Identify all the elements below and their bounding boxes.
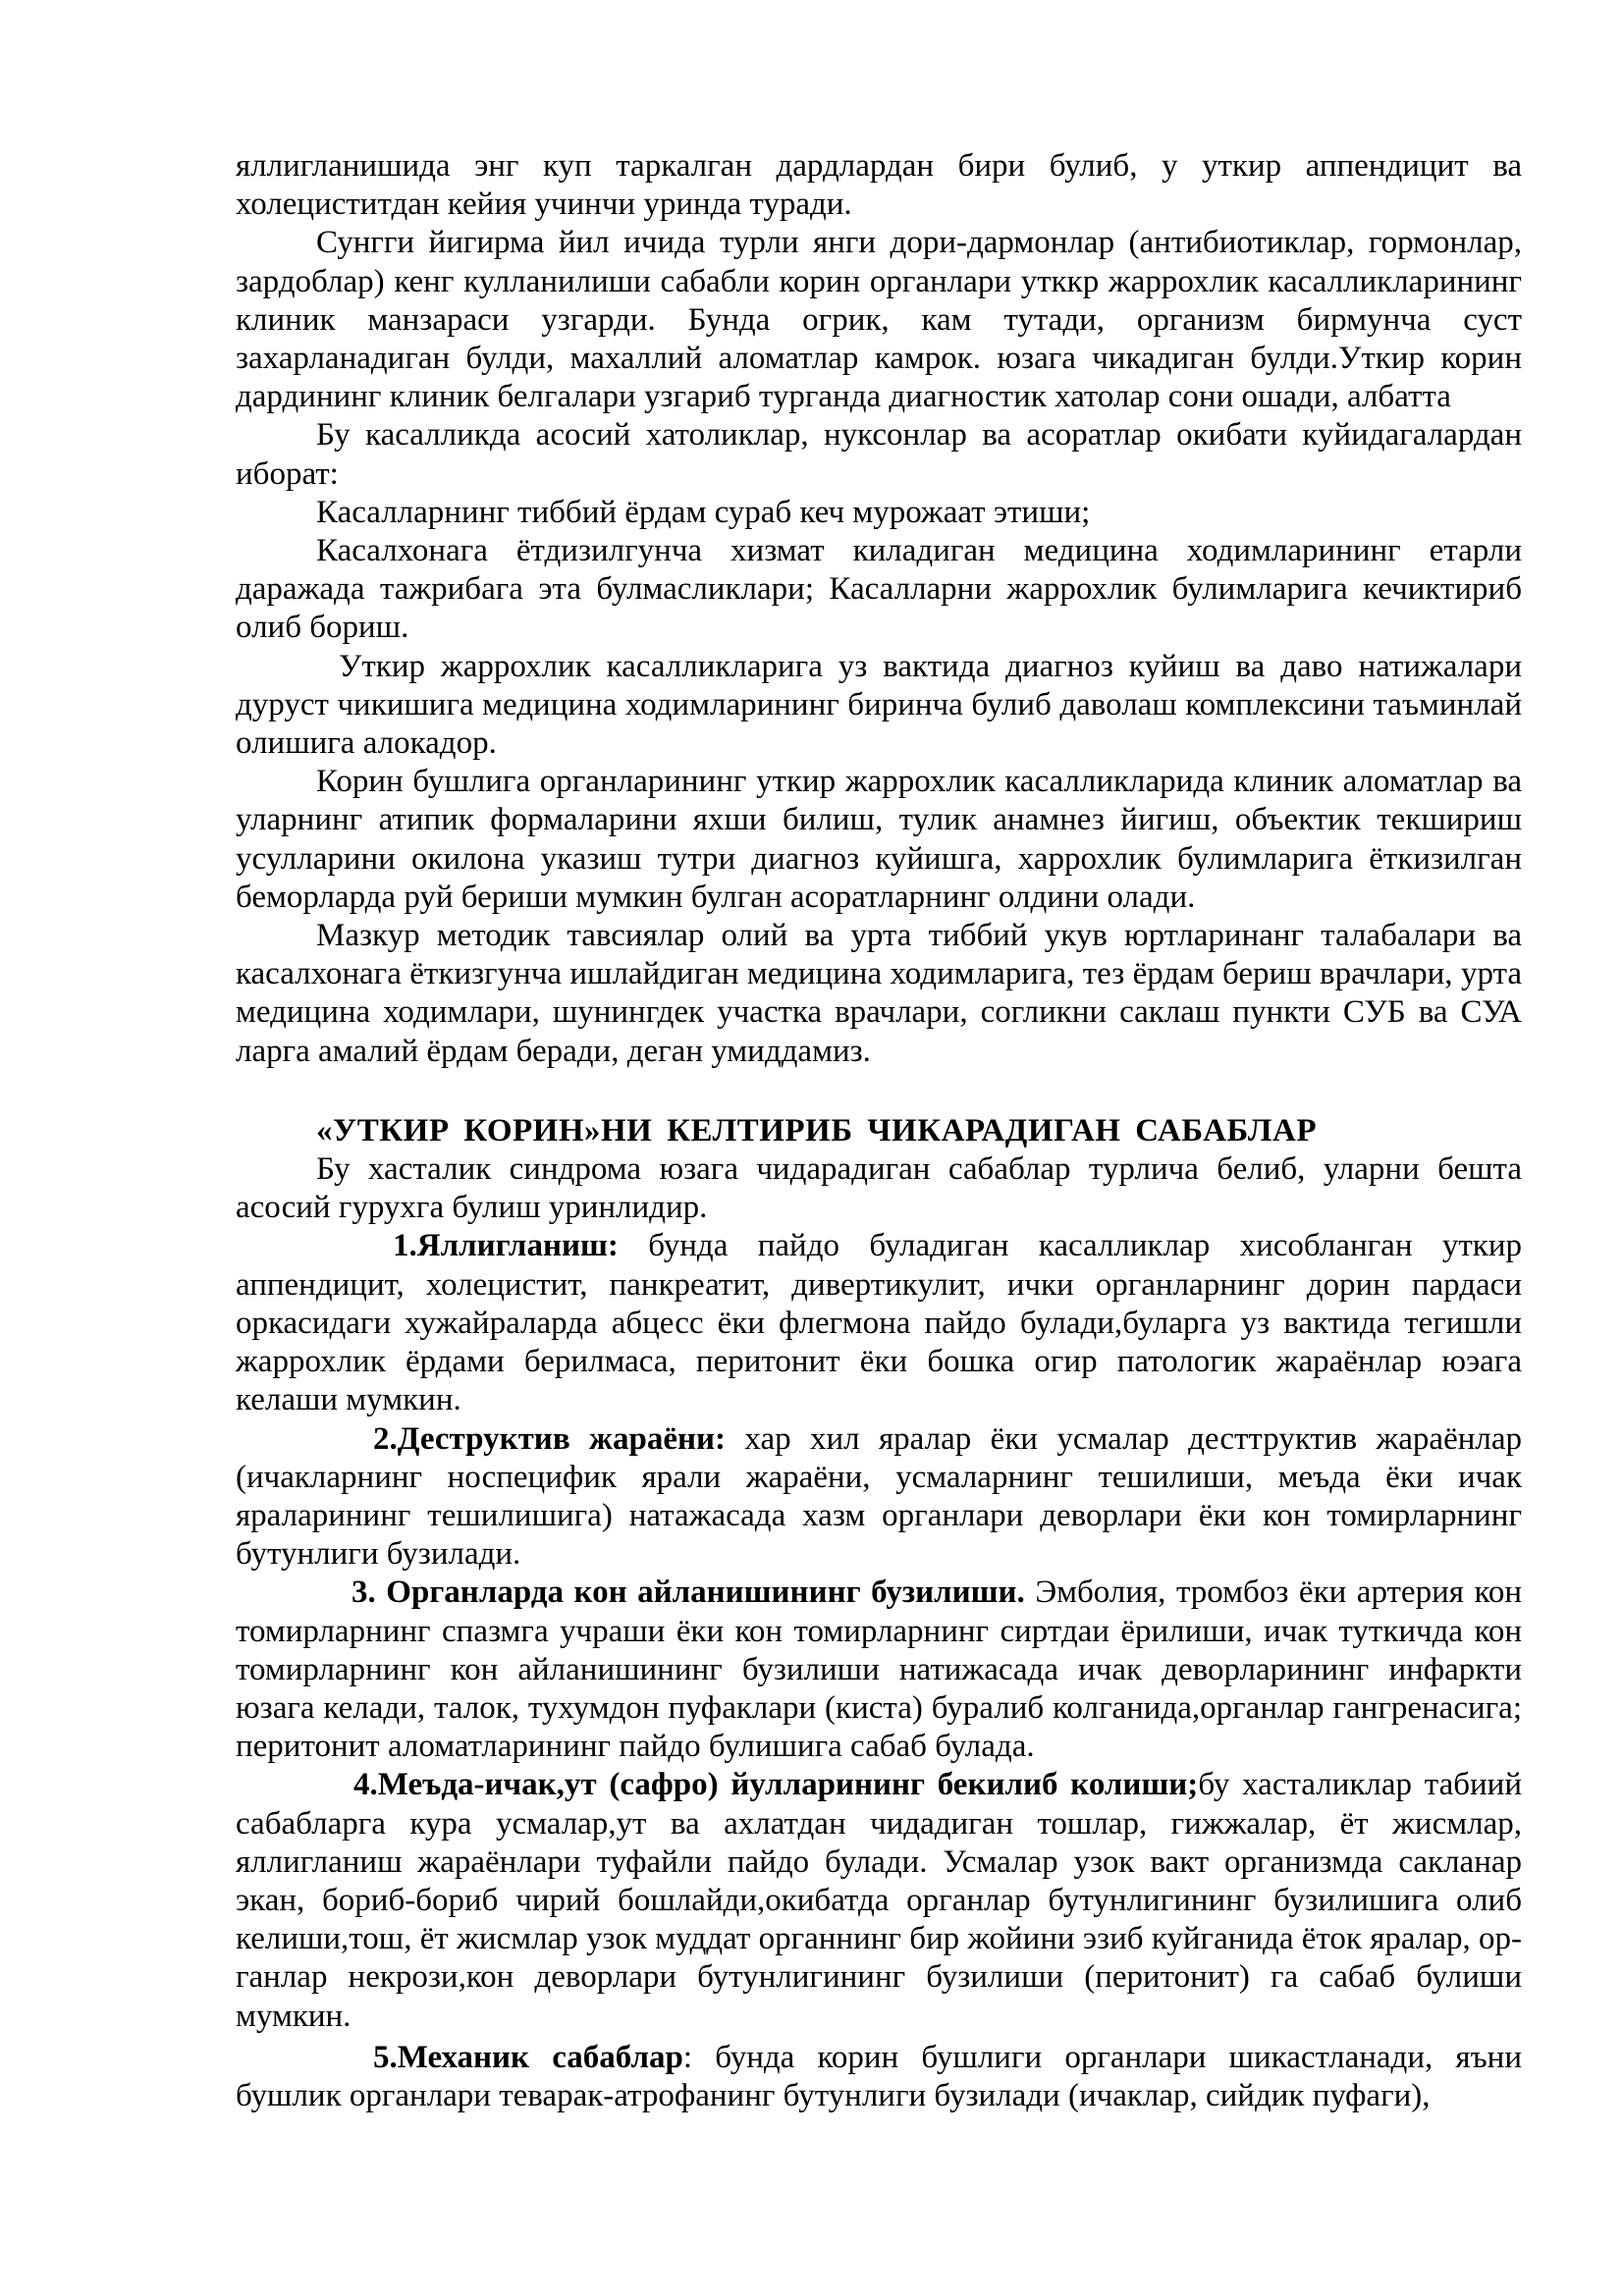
cause-title: 1.Яллигланиш: [393,1228,619,1264]
document-body [236,147,1522,2115]
paragraph-late-visit: Касалларнинг тиббий ёрдам сураб кеч мурожаат этиши; [316,494,1091,530]
cause-title: 5.Механик сабаблар [373,2039,683,2075]
cause-text: Эмболия, тромбоз ёки артерия кон томирларнинг спазмга учраши ёки кон томирларнинг сиртдаи ёрилиши, ичак туткичда кон томирларнинг кон айланишининг бузилиши натижасада ичак деворларининг инфаркти юзага келади, талок, тухумдон пуфаклари (киста) буралиб колганида,органлар гангренасига; перитонит аломатларининг пайдо булишига сабаб булада. [236,1575,1522,1765]
paragraph-timely-diagnosis: Уткир жаррохлик касалликларига уз вактида диагноз куйиш ва даво натижалари дуруст чикишига медицина ходимларининг биринча булиб даволаш комплексини таъминлай олишига алокадор. [236,648,1522,762]
cause-item-mechanical [236,2039,1522,2115]
cause-title: 2.Деструктив жараёни: [373,1420,726,1457]
cause-title: 3. Органларда кон айланишининг бузилиши. [352,1575,1025,1611]
cause-item-destructive [236,1420,1522,1575]
paragraph-clinical-signs: Корин бушлига органларининг уткир жаррохлик касалликларида клиник аломатлар ва уларнинг атипик формаларини яхши билиш, тулик анамнез йигиш, объектик текшириш усулларини окилона указиш тутри диагноз куйишга, харрохлик булимларига ёткизилган беморларда руй бериши мумкин булган асоратларнинг олдини олади. [236,764,1522,915]
paragraph-recommendations: Мазкур методик тавсиялар олий ва урта тиббий укув юртларинанг талабалари ва касалхонага ёткизгунча ишлайдиган медицина ходимларига, тез ёрдам бериш врачлари, урта медицина ходимлари, шунингдек участка врачлари, согликни саклаш пункти СУБ ва СУА ларга амалий ёрдам беради, деган умиддамиз. [236,918,1522,1069]
cause-item-obstruction [236,1766,1522,2035]
cause-text: бу хасталиклар табиий сабабларга кура усмалар,ут ва ахлатдан чидадиган тошлар, гижжалар, ёт жисмлар, яллигланиш жараёнлари туфайли пайдо булади. Усмалар узок вакт организмда сакланар экан, бориб-бориб чирий бошлайди,окибатда органлар бутунлигининг бузилишига олиб келиши,тош, ёт жисмлар узок муддат органнинг бир жойини эзиб куйганида ёток яралар, ор- ганлар некрози,кон деворлари бутунлигининг бузилиши (перитонит) га сабаб булиши мумкин. [236,1767,1523,2034]
section-heading: «УТКИР КОРИН»НИ КЕЛТИРИБ ЧИКАРАДИГАН САБАБЛАР [316,1112,1318,1148]
cause-text: хар хил яралар ёки усмалар десттруктив жараёнлар (ичакларнинг носпецифик ярали жараёни, усмаларнинг тешилиши, меъда ёки ичак яраларининг тешилишига) натажасада хазм органлари деворлари ёки кон томирларнинг бутунлиги бузилади. [236,1420,1522,1573]
paragraph-errors-intro: Бу касалликда асосий хатоликлар, нуксонлар ва асоратлар окибати куйидагалардан иборат: [236,417,1522,492]
paragraph-drug-effects: Сунгги йигирма йил ичида турли янги дори-дармонлар (антибиотиклар, гормонлар, зардоблар) кенг кулланилиши сабабли корин органлари утккр жаррохлик касалликларининг клиник манзараси узгарди. Бунда огрик, кам тутади, организм бирмунча суст захарланадиган булди, махаллий аломатлар камрок. юзага чикадиган булди.Уткир корин дардининг клиник белгалари узгариб турганда диагностик хатолар сони ошади, албатта [236,225,1522,415]
cause-text: : бунда корин бушлиги органлари шикастланади, яъни бушлик органлари теварак-атрофанинг бутунлиги бузилади (ичаклар, сийдик пуфаги), [236,2039,1522,2113]
cause-title: 4.Меъда-ичак,ут (сафро) йулларининг бекилиб колиши; [353,1767,1199,1803]
paragraph-continuation: яллигланишида энг куп таркалган дардлардан бири булиб, у уткир аппендицит ва холециститдан кейия учинчи уринда туради. [236,148,1522,223]
paragraph-causes-intro: Бу хасталик синдрома юзага чидарадиган сабаблар турлича белиб, уларни бешта асосий гурухга булиш уринлидир. [236,1151,1522,1226]
cause-item-inflammation [236,1227,1522,1419]
paragraph-staff-experience: Касалхонага ётдизилгунча хизмат киладиган медицина ходимларининг етарли даражада тажрибага эта булмасликлари; Касалларни жаррохлик булимларига кечиктириб олиб бориш. [236,533,1522,646]
cause-item-circulation [236,1574,1522,1766]
cause-text: бунда пайдо буладиган касалликлар хисобланган уткир аппендицит, холецистит, панкреатит, дивертикулит, ички органларнинг дорин пардаси оркасидаги хужайраларда абцесс ёки флегмона пайдо булади,буларга уз вактида тегишли жаррохлик ёрдами берилмаса, перитонит ёки бошка огир патологик жараёнлар юэага келаши мумкин. [236,1228,1522,1418]
